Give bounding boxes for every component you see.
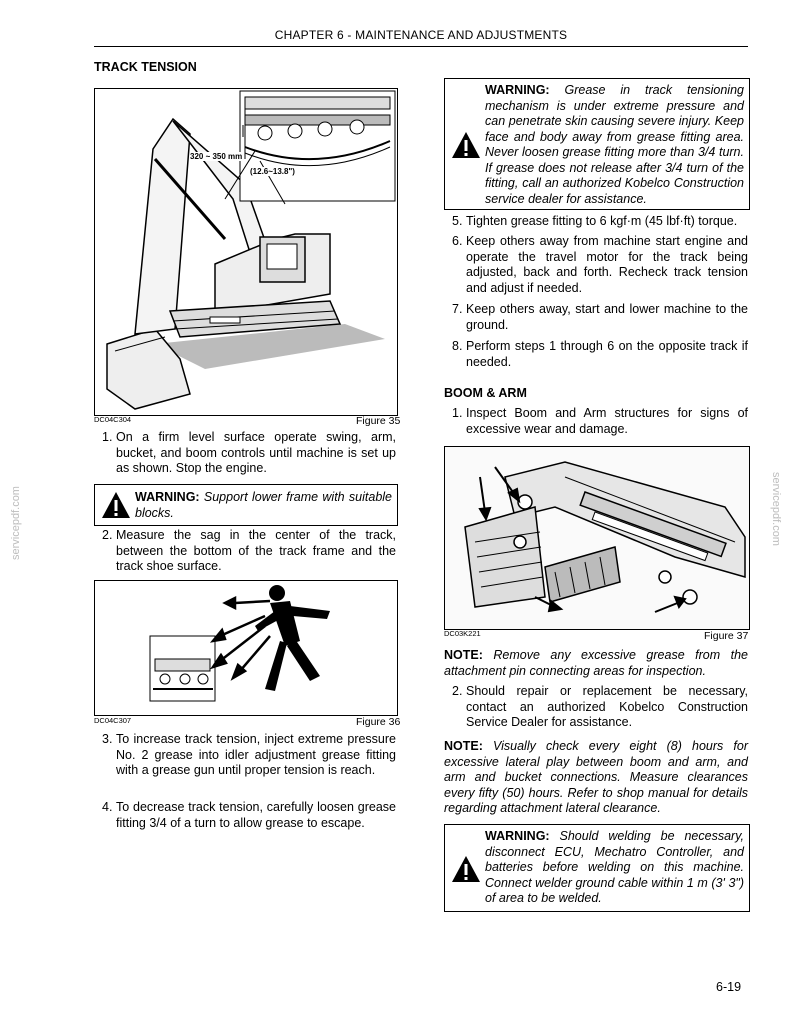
warning-body: Grease in track tensioning mechanism is under extreme pressure and can penetrate skin causing severe injury. Keep face and body away from grease fitting area. Never loosen grease fitting more than 3/4 turn. If grease does not release after 3/4 turn of the fitting, call an authorized Kobelco Construction service dealer for assistance. (485, 83, 744, 206)
figure-36-danger (94, 580, 398, 716)
boom-arm-illustration (445, 447, 749, 629)
watermark-right: servicepdf.com (770, 472, 782, 546)
warning-triangle-icon (451, 131, 481, 159)
step-number: 1. (102, 430, 113, 444)
step-number: 5. (452, 214, 463, 228)
track-step-1 (94, 430, 396, 478)
warning-grease-pressure (444, 78, 750, 210)
figure-37-code: DC03K221 (444, 629, 481, 638)
warning-support-blocks (94, 484, 398, 526)
step-number: 1. (452, 406, 463, 420)
excavator-illustration (95, 89, 397, 415)
step-text: On a firm level surface operate swing, arm, bucket, and boom controls until machine is set up as shown. Stop the engine. (116, 430, 396, 475)
track-step-5 (444, 214, 748, 232)
track-step-3 (94, 732, 396, 796)
note-body: Remove any excessive grease from the attachment pin connecting areas for inspection. (444, 648, 748, 678)
note-remove-grease (444, 648, 748, 679)
track-step-7 (444, 302, 748, 336)
note-lateral-play (444, 739, 748, 817)
step-number: 6. (452, 234, 463, 248)
warning-body: Should welding be necessary, disconnect ECU, Mechatro Controller, and batteries before welding on this machine. Connect welder ground cable within 1 m (3' 3") of area to be welded. (485, 829, 744, 905)
warning-triangle-icon (451, 855, 481, 883)
note-label: NOTE: (444, 648, 483, 662)
warning-text (135, 490, 392, 521)
figure-35-code: DC04C304 (94, 415, 132, 424)
step-number: 2. (102, 528, 113, 542)
warning-welding (444, 824, 750, 912)
section-title-track-tension: TRACK TENSION (94, 60, 197, 74)
step-text: Keep others away, start and lower machine to the ground. (466, 302, 748, 332)
page-number: 6-19 (716, 980, 742, 994)
step-number: 4. (102, 800, 113, 814)
figure-35-label: Figure 35 (356, 415, 401, 427)
boom-step-2 (444, 684, 748, 732)
section-title-boom-arm: BOOM & ARM (444, 386, 527, 400)
figure-35-excavator (94, 88, 398, 416)
step-text: Inspect Boom and Arm structures for signs of excessive wear and damage. (466, 406, 748, 436)
step-number: 8. (452, 339, 463, 353)
figure-37-label: Figure 37 (704, 630, 749, 642)
watermark-left: servicepdf.com (10, 486, 22, 560)
chapter-header: CHAPTER 6 - MAINTENANCE AND ADJUSTMENTS (274, 28, 568, 42)
step-number: 3. (102, 732, 113, 746)
warning-label: WARNING: (485, 83, 550, 97)
track-step-6 (444, 234, 748, 298)
callout-inches: (12.6~13.8") (250, 167, 295, 176)
track-step-4 (94, 800, 396, 848)
warning-label: WARNING: (485, 829, 550, 843)
figure-36-code: DC04C307 (94, 716, 132, 725)
warning-body: Support lower frame with suitable blocks. (135, 490, 392, 520)
warning-text (485, 829, 744, 907)
grease-danger-illustration (95, 581, 397, 715)
step-text: Tighten grease fitting to 6 kgf·m (45 lbf·ft) torque. (466, 214, 738, 228)
figure-37-boom-arm (444, 446, 750, 630)
step-text: To decrease track tension, carefully loosen grease fitting 3/4 of a turn to allow grease to escape. (116, 800, 396, 830)
step-text: Should repair or replacement be necessary, contact an authorized Kobelco Construction Service Dealer for assistance. (466, 684, 748, 729)
track-step-8 (444, 339, 748, 373)
figure-36-label: Figure 36 (356, 716, 401, 728)
track-step-2 (94, 528, 396, 576)
step-text: Keep others away from machine start engine and operate the travel motor for the track being adjusted, back and forth. Recheck track tension and adjust if needed. (466, 234, 748, 295)
warning-label: WARNING: (135, 490, 200, 504)
warning-text (485, 83, 744, 207)
step-text: To increase track tension, inject extreme pressure No. 2 grease into idler adjustment grease fitting with a grease gun until proper tension is reach. (116, 732, 396, 777)
step-text: Perform steps 1 through 6 on the opposite track if needed. (466, 339, 748, 369)
header-rule (94, 46, 748, 47)
step-number: 2. (452, 684, 463, 698)
warning-triangle-icon (101, 491, 131, 519)
note-body: Visually check every eight (8) hours for excessive lateral play between boom and arm, and arm and bucket connections. Measure clearances every fifty (50) hours. Refer to shop manual for details regarding attachment lateral clearance. (444, 739, 748, 815)
boom-step-1 (444, 406, 748, 440)
callout-mm: 320 ~ 350 mm (190, 152, 243, 161)
note-label: NOTE: (444, 739, 483, 753)
step-text: Measure the sag in the center of the track, between the bottom of the track frame and the track shoe surface. (116, 528, 396, 573)
step-number: 7. (452, 302, 463, 316)
